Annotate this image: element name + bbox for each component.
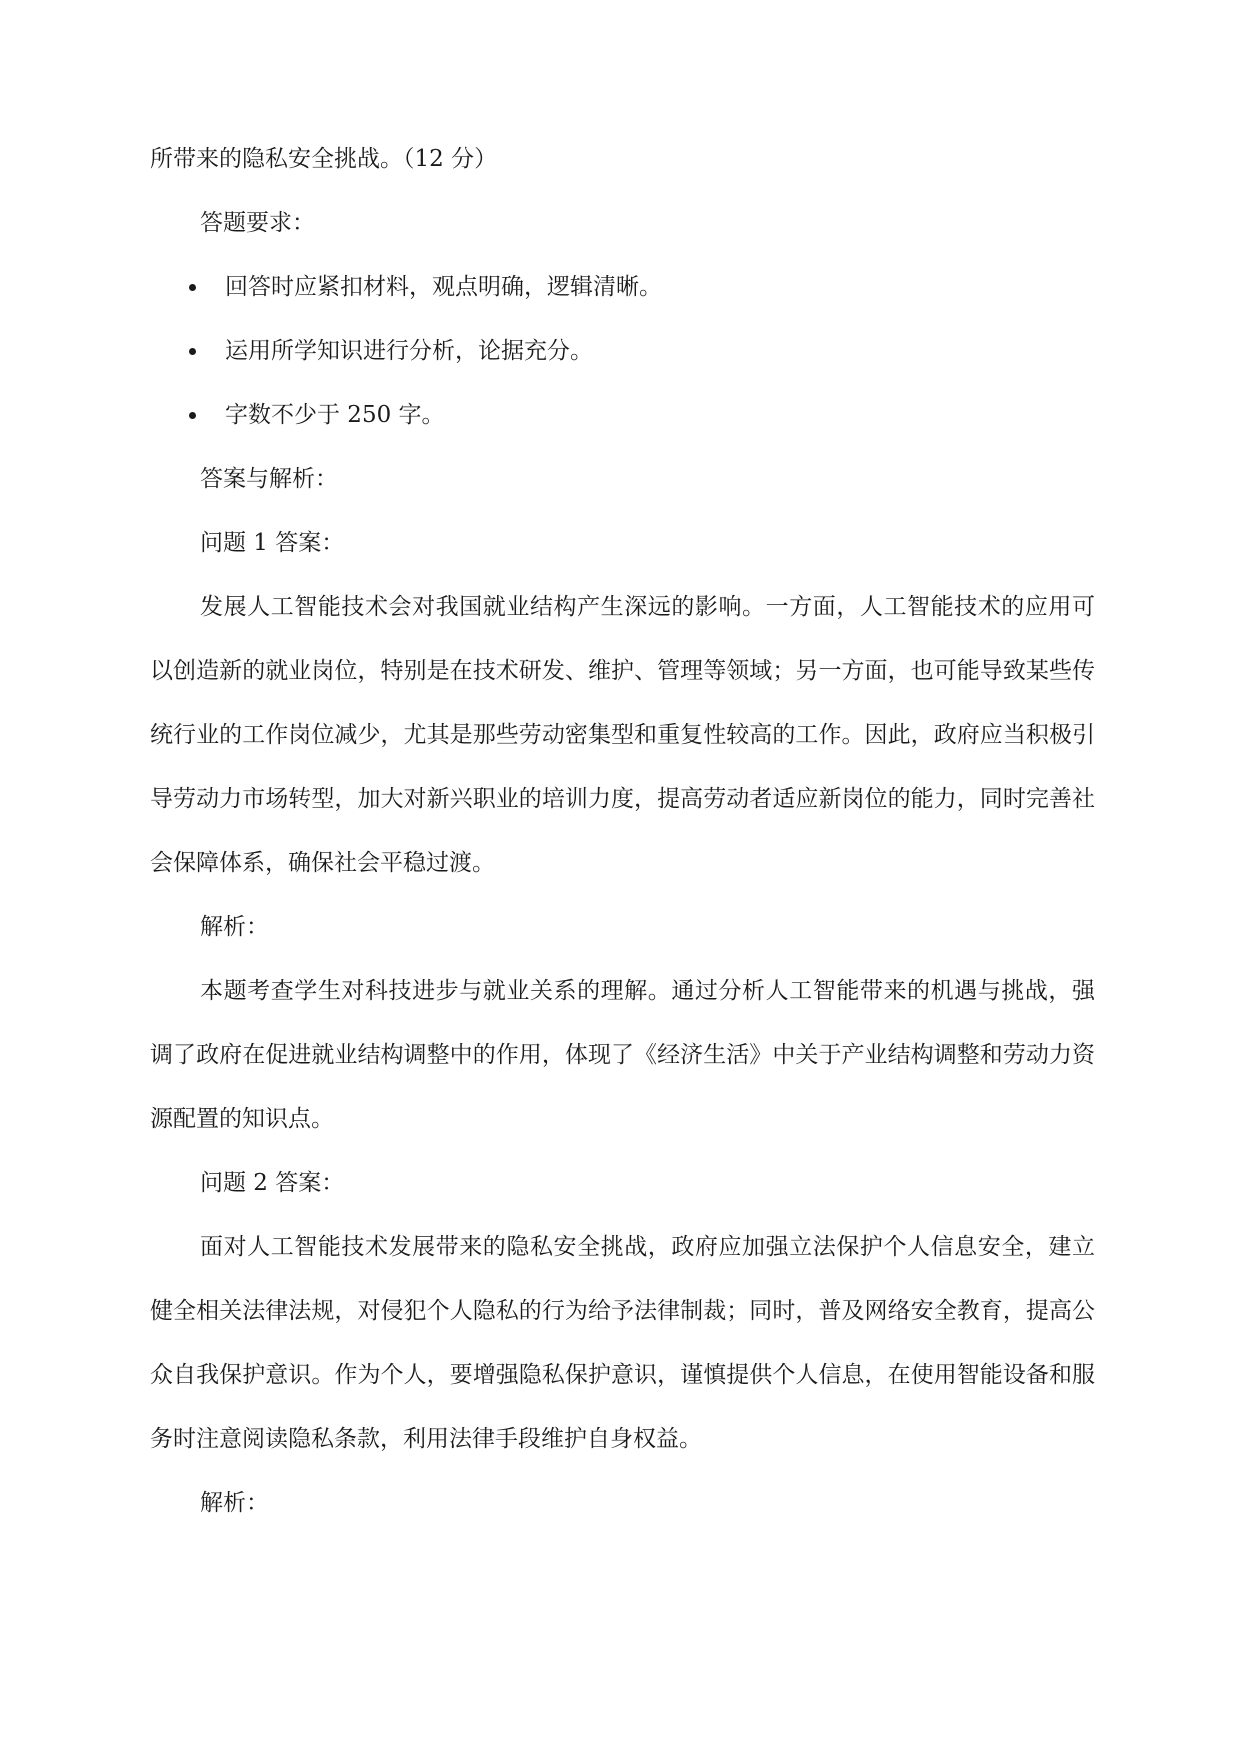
q2-answer-text: 面对人工智能技术发展带来的隐私安全挑战，政府应加强立法保护个人信息安全，建立健全相关法律法规，对侵犯个人隐私的行为给予法律制裁；同时，普及网络安全教育，提高公众自我保护意识。作为个人，要增强隐私保护意识，谨慎提供个人信息，在使用智能设备和服务时注意阅读隐私条款，利用法律手段维护自身权益。 [150, 1234, 1095, 1452]
requirements-list [150, 271, 1095, 431]
bullet-icon [189, 348, 196, 355]
q2-analysis-heading: 解析： [200, 1490, 269, 1516]
q1-answer-heading: 问题 1 答案： [200, 530, 345, 556]
list-item: 运用所学知识进行分析，论据充分。 [150, 335, 1095, 367]
list-item: 字数不少于 250 字。 [150, 399, 1095, 431]
q2-answer-heading: 问题 2 答案： [200, 1170, 345, 1196]
q1-analysis-heading: 解析： [200, 914, 269, 940]
q1-answer-text: 发展人工智能技术会对我国就业结构产生深远的影响。一方面，人工智能技术的应用可以创造新的就业岗位，特别是在技术研发、维护、管理等领域；另一方面，也可能导致某些传统行业的工作岗位减少，尤其是那些劳动密集型和重复性较高的工作。因此，政府应当积极引导劳动力市场转型，加大对新兴职业的培训力度，提高劳动者适应新岗位的能力，同时完善社会保障体系，确保社会平稳过渡。 [150, 594, 1095, 876]
question-tail-line: 所带来的隐私安全挑战。（12 分） [150, 146, 498, 172]
bullet-icon [189, 284, 196, 291]
document-page [150, 143, 1095, 1535]
q1-analysis-text: 本题考查学生对科技进步与就业关系的理解。通过分析人工智能带来的机遇与挑战，强调了政府在促进就业结构调整中的作用，体现了《经济生活》中关于产业结构调整和劳动力资源配置的知识点。 [150, 978, 1095, 1132]
answers-heading: 答案与解析： [200, 466, 338, 492]
bullet-icon [189, 412, 196, 419]
requirements-heading: 答题要求： [200, 210, 315, 236]
list-item: 回答时应紧扣材料，观点明确，逻辑清晰。 [150, 271, 1095, 303]
